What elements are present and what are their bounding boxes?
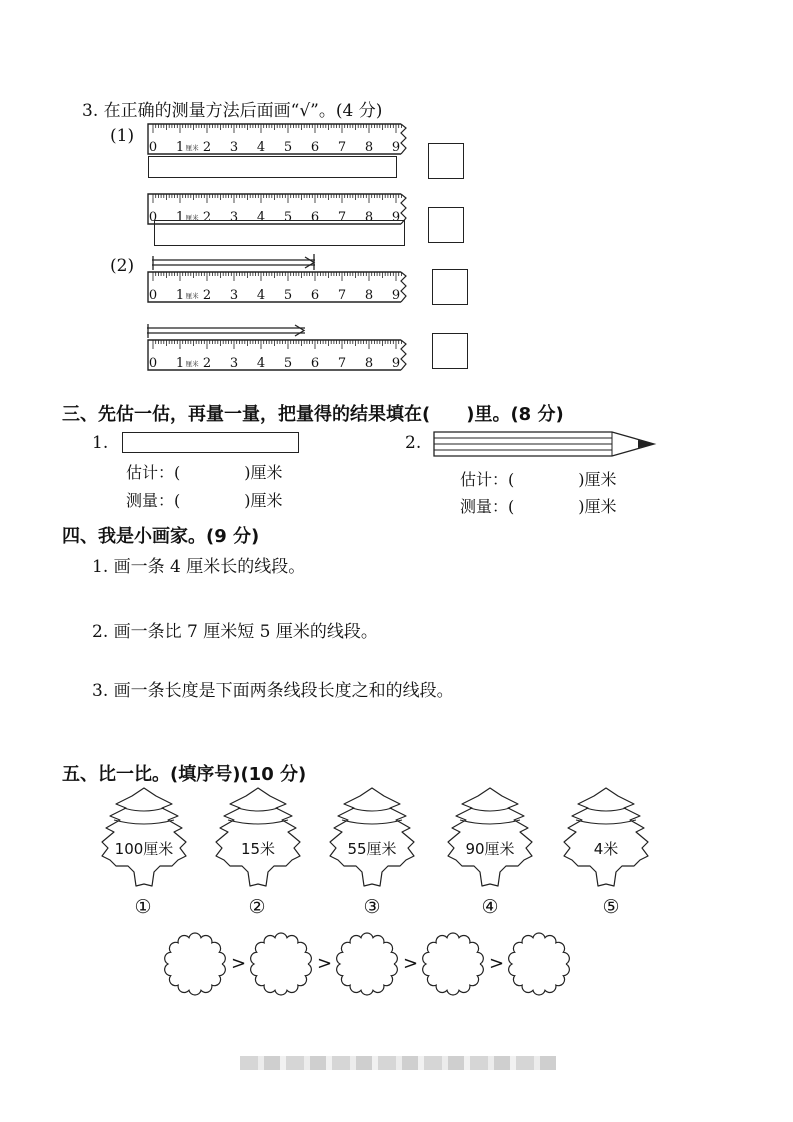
tree-label: 15米 <box>240 840 276 858</box>
estimate-bar <box>122 432 299 453</box>
ruler-unit-label: 厘米 <box>185 214 199 222</box>
ruler-tick-label: 9 <box>391 356 401 371</box>
item-2-number: 2. <box>405 433 422 453</box>
section-3-title: 三、先估一估，再量一量，把量得的结果填在( )里。(8 分) <box>62 404 564 425</box>
ruler-tick-label: 8 <box>364 288 374 303</box>
ruler-tick-label: 1 <box>175 210 185 225</box>
part-2-label: (2) <box>110 256 135 276</box>
ruler-tick-label: 0 <box>148 140 158 155</box>
flower-outline <box>163 932 227 996</box>
tree-card <box>322 786 422 898</box>
tree-number: ① <box>134 896 152 918</box>
ruler-tick-label: 8 <box>364 210 374 225</box>
ruler-tick-label: 0 <box>148 356 158 371</box>
answer-checkbox[interactable] <box>428 143 464 179</box>
tree-label: 90厘米 <box>465 840 515 858</box>
ruler-tick-label: 5 <box>283 210 293 225</box>
ruler-tick-label: 2 <box>202 356 212 371</box>
tree-label: 4米 <box>593 840 619 858</box>
ruler-tick-label: 7 <box>337 288 347 303</box>
ruler-tick-label: 7 <box>337 210 347 225</box>
ruler-tick-label: 6 <box>310 288 320 303</box>
greater-than-sign: > <box>489 953 505 974</box>
ruler-tick-label: 3 <box>229 356 239 371</box>
measure-field-2[interactable]: 测量：( )厘米 <box>460 497 617 516</box>
ruler-tick-label: 1 <box>175 356 185 371</box>
ruler-tick-label: 4 <box>256 210 266 225</box>
greater-than-sign: > <box>317 953 333 974</box>
ruler-tick-label: 3 <box>229 210 239 225</box>
ruler-tick-label: 0 <box>148 288 158 303</box>
ruler <box>147 338 409 372</box>
ruler-tick-label: 1 <box>175 140 185 155</box>
flower-outline <box>335 932 399 996</box>
answer-flower-slot[interactable] <box>335 932 399 996</box>
ruler-tick-label: 2 <box>202 210 212 225</box>
tree-label: 55厘米 <box>347 840 397 858</box>
section-4-title: 四、我是小画家。(9 分) <box>62 526 260 547</box>
flower-outline <box>421 932 485 996</box>
ruler-tick-label: 5 <box>283 356 293 371</box>
ruler-tick-label: 7 <box>337 356 347 371</box>
greater-than-sign: > <box>403 953 419 974</box>
ruler-tick-label: 5 <box>283 140 293 155</box>
drawing-task: 3. 画一条长度是下面两条线段长度之和的线段。 <box>92 681 454 701</box>
ruler-tick-label: 6 <box>310 210 320 225</box>
pencil-icon <box>432 430 658 458</box>
estimate-field-2[interactable]: 估计：( )厘米 <box>460 470 617 489</box>
tree-card <box>556 786 656 898</box>
flower-outline <box>507 932 571 996</box>
footer-watermark <box>240 1056 556 1070</box>
drawing-task: 1. 画一条 4 厘米长的线段。 <box>92 557 306 577</box>
ruler-graphic <box>147 270 409 304</box>
estimate-field-1[interactable]: 估计：( )厘米 <box>126 463 283 482</box>
measured-arrow <box>150 254 320 272</box>
tree-number: ⑤ <box>602 896 620 918</box>
ruler-tick-label: 0 <box>148 210 158 225</box>
tree-label: 100厘米 <box>114 840 174 858</box>
ruler-tick-label: 8 <box>364 356 374 371</box>
answer-flower-slot[interactable] <box>421 932 485 996</box>
answer-flower-slot[interactable] <box>249 932 313 996</box>
tree-number: ② <box>248 896 266 918</box>
answer-checkbox[interactable] <box>428 207 464 243</box>
ruler-tick-label: 2 <box>202 140 212 155</box>
flower-outline <box>249 932 313 996</box>
ruler-tick-label: 1 <box>175 288 185 303</box>
measured-arrow <box>145 322 310 340</box>
ruler-graphic <box>147 338 409 372</box>
drawing-task: 2. 画一条比 7 厘米短 5 厘米的线段。 <box>92 622 378 642</box>
tree-card <box>440 786 540 898</box>
question-3-title: 3. 在正确的测量方法后面画“√”。(4 分) <box>82 101 383 121</box>
ruler-tick-label: 4 <box>256 140 266 155</box>
ruler-tick-label: 9 <box>391 140 401 155</box>
ruler-unit-label: 厘米 <box>185 360 199 368</box>
ruler-tick-label: 8 <box>364 140 374 155</box>
ruler-tick-label: 5 <box>283 288 293 303</box>
item-1-number: 1. <box>92 433 109 453</box>
ruler <box>147 122 409 156</box>
ruler-tick-label: 3 <box>229 288 239 303</box>
answer-flower-slot[interactable] <box>163 932 227 996</box>
part-1-label: (1) <box>110 126 135 146</box>
ruler-tick-label: 2 <box>202 288 212 303</box>
ruler-unit-label: 厘米 <box>185 144 199 152</box>
ruler-tick-label: 9 <box>391 210 401 225</box>
ruler-graphic <box>147 122 409 156</box>
answer-flower-slot[interactable] <box>507 932 571 996</box>
tree-number: ④ <box>481 896 499 918</box>
ruler-tick-label: 3 <box>229 140 239 155</box>
greater-than-sign: > <box>231 953 247 974</box>
ruler-tick-label: 7 <box>337 140 347 155</box>
ruler-tick-label: 4 <box>256 356 266 371</box>
tree-card <box>94 786 194 898</box>
section-5-title: 五、比一比。(填序号)(10 分) <box>62 764 307 785</box>
tree-card <box>208 786 308 898</box>
ruler-unit-label: 厘米 <box>185 292 199 300</box>
ruler-tick-label: 6 <box>310 140 320 155</box>
measured-bar <box>154 220 405 246</box>
ruler <box>147 270 409 304</box>
ruler-tick-label: 9 <box>391 288 401 303</box>
ruler-tick-label: 6 <box>310 356 320 371</box>
answer-checkbox[interactable] <box>432 333 468 369</box>
answer-checkbox[interactable] <box>432 269 468 305</box>
ruler-tick-label: 4 <box>256 288 266 303</box>
measured-bar <box>148 156 397 178</box>
tree-number: ③ <box>363 896 381 918</box>
measure-field-1[interactable]: 测量：( )厘米 <box>126 491 283 510</box>
